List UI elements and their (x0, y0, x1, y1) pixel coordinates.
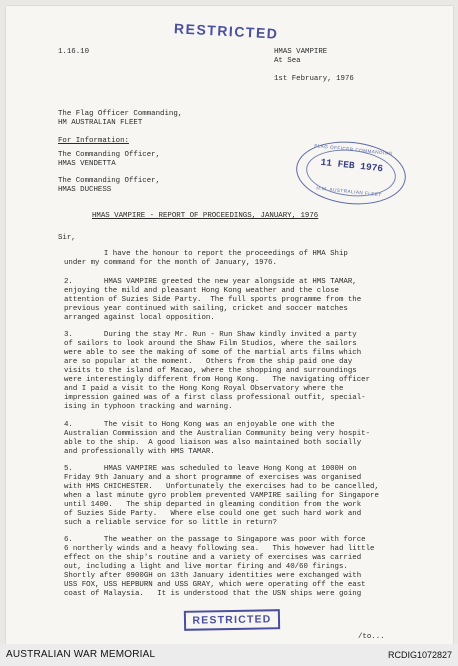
header-date: 1st February, 1976 (274, 75, 354, 83)
paragraph-line: with HMS CHICHESTER. Unfortunately the exercises had to be cancelled, (64, 483, 379, 491)
paragraph-line: out, including a light and live mortar firing and 40/60 firings. (64, 563, 348, 571)
info-recipient-2-line-1: The Commanding Officer, (58, 177, 161, 185)
for-information-heading: For Information: (58, 137, 129, 145)
continuation-marker: /to... (358, 633, 385, 641)
report-title: HMAS VAMPIRE - REPORT OF PROCEEDINGS, JANUARY, 1976 (92, 212, 319, 220)
info-recipient-1-line-1: The Commanding Officer, (58, 151, 161, 159)
archive-footer (0, 644, 458, 666)
info-recipient-2-line-2: HMAS DUCHESS (58, 186, 112, 194)
paragraph-line: were able to see the making of some of the martial arts films which (64, 349, 362, 357)
paragraph-line: attention of Suzies Side Party. The full sports programme from the (64, 296, 362, 304)
paragraph-line: 3. During the stay Mr. Run - Run Shaw kindly invited a party (64, 331, 357, 339)
salutation: Sir, (58, 234, 76, 242)
paragraph-line: visits to the island of Macao, where the shopping and surroundings (64, 367, 357, 375)
paragraph-line: impression gained was of a first class professional outfit, special- (64, 394, 366, 402)
paragraph-line: are so popular at the moment. Others from the ship paid one day (64, 358, 353, 366)
paragraph-line: when a last minute gyro problem prevented VAMPIRE sailing for Singapore (64, 492, 379, 500)
paragraph-line: ising in typhoon tracking and warning. (64, 403, 233, 411)
file-reference: 1.16.10 (58, 48, 90, 56)
restricted-stamp-top: RESTRICTED (173, 20, 279, 42)
paragraph-line: under my command for the month of January, 1976. (64, 259, 277, 267)
restricted-stamp-bottom: RESTRICTED (184, 609, 280, 631)
header-location: At Sea (274, 57, 301, 65)
paragraph-line: Friday 9th January and a short programme of exercises was organised (64, 474, 362, 482)
paragraph-line: and professionally with HMS TAMAR. (64, 448, 215, 456)
paragraph-line: and I paid a visit to the Hong Kong Royal Observatory where the (64, 385, 344, 393)
paragraph-line: 4. The visit to Hong Kong was an enjoyable one with the (64, 421, 335, 429)
paragraph-line: effect on the ship's routine and a variety of exercises was carried (64, 554, 362, 562)
addressee-line-2: HM AUSTRALIAN FLEET (58, 119, 143, 127)
body-paragraph (64, 278, 419, 323)
received-stamp-top-text: FLAG OFFICER COMMANDING (314, 143, 393, 157)
document-page (6, 6, 453, 644)
paragraph-line: previous year continued with sailing, cricket and soccer matches (64, 305, 348, 313)
paragraph-line: coast of Malaysia. It is understood that the USN ships were going (64, 590, 362, 598)
paragraph-line: until 1400. The ship departed in gleaming condition from the work (64, 501, 362, 509)
paragraph-line: 2. HMAS VAMPIRE greeted the new year alongside at HMS TAMAR, (64, 278, 357, 286)
addressee-line-1: The Flag Officer Commanding, (58, 110, 183, 118)
body-paragraph (64, 250, 419, 268)
paragraph-line: Shortly after 0900GH on 13th January identities were exchanged with (64, 572, 362, 580)
paragraph-line: such a reliable service for so little in return? (64, 519, 277, 527)
paragraph-line: I have the honour to report the proceedings of HMA Ship (64, 250, 348, 258)
paragraph-line: enjoying the mild and pleasant Hong Kong weather and the close (64, 287, 339, 295)
paragraph-line: arranged against local opposition. (64, 314, 215, 322)
archive-name: AUSTRALIAN WAR MEMORIAL (6, 649, 156, 660)
paragraph-line: 5. HMAS VAMPIRE was scheduled to leave Hong Kong at 1000H on (64, 465, 357, 473)
paragraph-line: Australian Commission and the Australian Community being very hospit- (64, 430, 371, 438)
received-stamp-bottom-text: H.M. AUSTRALIAN FLEET (316, 185, 382, 198)
paragraph-line: USS FOX, USS HEPBURN and USS GRAY, which were operating off the east (64, 581, 366, 589)
body-paragraph (64, 421, 419, 457)
body-paragraph (64, 331, 419, 412)
paragraph-line: able to the ship. A good liaison was also maintained both socially (64, 439, 362, 447)
received-date-stamp (293, 136, 409, 209)
received-stamp-date: 11 FEB 1976 (320, 156, 384, 175)
header-ship: HMAS VAMPIRE (274, 48, 328, 56)
paragraph-line: of Suzies Side Party. Where else could one get such hard work and (64, 510, 362, 518)
body-paragraph (64, 536, 419, 599)
body-paragraph (64, 465, 419, 528)
paragraph-line: of sailors to look around the Shaw Film Studios, where the sailors (64, 340, 357, 348)
info-recipient-1-line-2: HMAS VENDETTA (58, 160, 116, 168)
archive-record-id: RCDIG1072827 (387, 650, 452, 660)
paragraph-line: 6 northerly winds and a heavy following sea. This however had little (64, 545, 375, 553)
paragraph-line: were interestingly different from Hong Kong. The navigating officer (64, 376, 371, 384)
paragraph-line: 6. The weather on the passage to Singapore was poor with force (64, 536, 366, 544)
